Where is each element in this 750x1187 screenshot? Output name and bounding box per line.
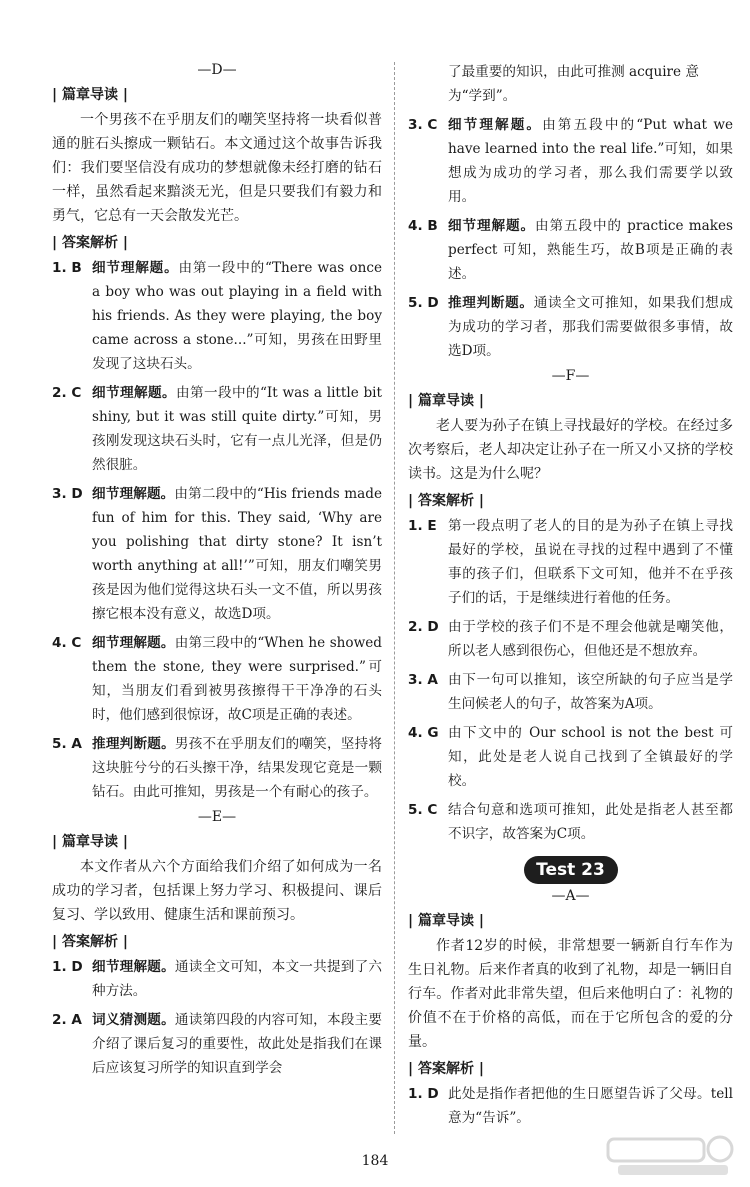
question-type: 推理判断题。 [448,295,534,311]
question-type: 细节理解题。 [92,385,176,401]
guide-text-f: 老人要为孙子在镇上寻找最好的学校。在经过多次考察后，老人却决定让孙子在一所又小又挤的学校读书。这是为什么呢？ [408,418,733,482]
answer-explanation: 通读第四段的内容可知，本段主要介绍了课后复习的重要性，故此处是指我们在课后应该复习所学的知识直到学会 [92,1012,382,1076]
question-type: 细节理解题。 [92,959,175,975]
question-type: 细节理解题。 [92,260,179,276]
answer-item-d2 [52,381,382,477]
answer-heading-d: | 答案解析 | [52,235,128,251]
answer-item-f4 [408,721,733,793]
answer-number: 1. D [408,1086,439,1102]
answer-item-e5 [408,291,733,363]
answer-number: 3. C [408,117,438,133]
section-d-label: —D— [197,62,237,78]
answer-number: 5. A [52,736,82,752]
right-column [408,60,733,1135]
answer-number: 2. D [408,619,439,635]
answer-explanation: 由第五段中的 practice makes perfect 可知，熟能生巧，故B项是正确的表述。 [448,218,734,282]
answer-number: 4. C [52,635,82,651]
watermark-logo [602,1133,742,1181]
question-type: 细节理解题。 [448,117,543,133]
answer-item-d4 [52,631,382,727]
answer-explanation: 通读全文可知，本文一共提到了六种方法。 [92,959,382,999]
guide-text-d: 一个男孩不在乎朋友们的嘲笑坚持将一块看似普通的脏石头擦成一颗钻石。本文通过这个故事告诉我们：我们要坚信没有成功的梦想就像未经打磨的钻石一样，虽然看起来黯淡无光，但是只要我们有毅力和勇气，它总有一天会散发光芒。 [52,112,382,224]
question-type: 推理判断题。 [92,736,175,752]
answer-heading-e: | 答案解析 | [52,934,128,950]
section-f-label: —F— [551,368,590,384]
answer-explanation: 结合句意和选项可推知，此处是指老人甚至都不识字，故答案为C项。 [448,802,733,842]
answer-item-e2 [52,1008,382,1080]
answer-number: 4. B [408,218,438,234]
answer-explanation: 由于学校的孩子们不是不理会他就是嘲笑他，所以老人感到很伤心，但他还是不想放弃。 [448,619,733,659]
guide-text-e: 本文作者从六个方面给我们介绍了如何成为一名成功的学习者，包括课上努力学习、积极提问、课后复习、学以致用、健康生活和课前预习。 [52,859,382,923]
answer-item-e3 [408,113,733,209]
answer-explanation: 由第一段中的“It was a little bit shiny, but it was still quite dirty.”可知，男孩刚发现这块石头时，它有一点儿光泽，但是仍然很脏。 [92,385,382,473]
question-type: 词义猜测题。 [92,1012,175,1028]
answer-number: 1. E [408,518,437,534]
answer-item-e1 [52,955,382,1003]
answer-number: 4. G [408,725,439,741]
guide-heading-e: | 篇章导读 | [52,834,128,850]
answer-explanation: 通读全文可推知，如果我们想成为成功的学习者，那我们需要做很多事情，故选D项。 [448,295,734,359]
guide-text-a: 作者12岁的时候，非常想要一辆新自行车作为生日礼物。后来作者真的收到了礼物，却是一辆旧自行车。作者对此非常失望，但后来他明白了：礼物的价值不在于价格的高低，而在于它所包含的爱的分量。 [408,938,733,1050]
answer-number: 3. D [52,486,83,502]
answer-item-f3 [408,668,733,716]
guide-heading-f: | 篇章导读 | [408,393,484,409]
answer-explanation: 由下一句可以推知，该空所缺的句子应当是学生问候老人的句子，故答案为A项。 [448,672,733,712]
guide-heading-d: | 篇章导读 | [52,87,128,103]
answer-item-d3 [52,482,382,626]
answer-item-a1 [408,1082,733,1130]
answer-heading-f: | 答案解析 | [408,493,484,509]
left-column [52,60,382,1085]
answer-number: 3. A [408,672,438,688]
answer-item-f2 [408,615,733,663]
answer-number: 5. C [408,802,438,818]
answer-number: 2. C [52,385,82,401]
answer-explanation: 此处是指作者把他的生日愿望告诉了父母。tell 意为“告诉”。 [448,1086,733,1126]
answer-item-f1 [408,514,733,610]
answer-explanation: 由下文中的 Our school is not the best 可知，此处是老人说自己找到了全镇最好的学校。 [448,725,733,789]
answer-item-d1 [52,256,382,376]
answer-item-d5 [52,732,382,804]
answer-explanation: 由第五段中的“Put what we have learned into the real life.”可知，如果想成为成功的学习者，那么我们需要学以致用。 [448,117,734,205]
answer-number: 1. B [52,260,82,276]
page-number: 184 [361,1153,389,1169]
test-number-badge: Test 23 [524,856,618,884]
answer-heading-a: | 答案解析 | [408,1061,484,1077]
guide-heading-a: | 篇章导读 | [408,913,484,929]
answer-number: 5. D [408,295,439,311]
answer-explanation: 由第二段中的“His friends made fun of him for this. They said, ‘Why are you polishing that dirty stone? It isn’t worth anything at all!’”可知，朋友们嘲笑男孩是因为他们觉得这块石头一文不值，所以男孩擦它根本没有意义，故选D项。 [92,486,382,622]
answer-explanation: 男孩不在乎朋友们的嘲笑，坚持将这块脏兮兮的石头擦干净，结果发现它竟是一颗钻石。由此可推知，男孩是一个有耐心的孩子。 [92,736,382,800]
answer-explanation: 由第三段中的“When he showed them the stone, they were surprised.”可知，当朋友们看到被男孩擦得干干净净的石头时，他们感到很惊讶，故C项是正确的表述。 [92,635,382,723]
answer-number: 2. A [52,1012,82,1028]
answer-item-e4 [408,214,733,286]
answer-explanation: 由第一段中的“There was once a boy who was out playing in a field with his friends. As they were playing, the boy came across a stone...”可知，男孩在田野里发现了这块石头。 [92,260,382,372]
question-type: 细节理解题。 [448,218,535,234]
question-type: 细节理解题。 [92,486,175,502]
answer-item-f5 [408,798,733,846]
answer-number: 1. D [52,959,83,975]
question-type: 细节理解题。 [92,635,175,651]
section-e-label: —E— [197,809,237,825]
column-divider [394,62,395,1134]
section-a-label: —A— [551,888,590,904]
answer-continuation: 了最重要的知识，由此可推测 acquire 意为“学到”。 [448,64,700,104]
answer-explanation: 第一段点明了老人的目的是为孙子在镇上寻找最好的学校，虽说在寻找的过程中遇到了不懂事的孩子们，但联系下文可知，他并不在乎孩子们的话，于是继续进行着他的任务。 [448,518,733,606]
